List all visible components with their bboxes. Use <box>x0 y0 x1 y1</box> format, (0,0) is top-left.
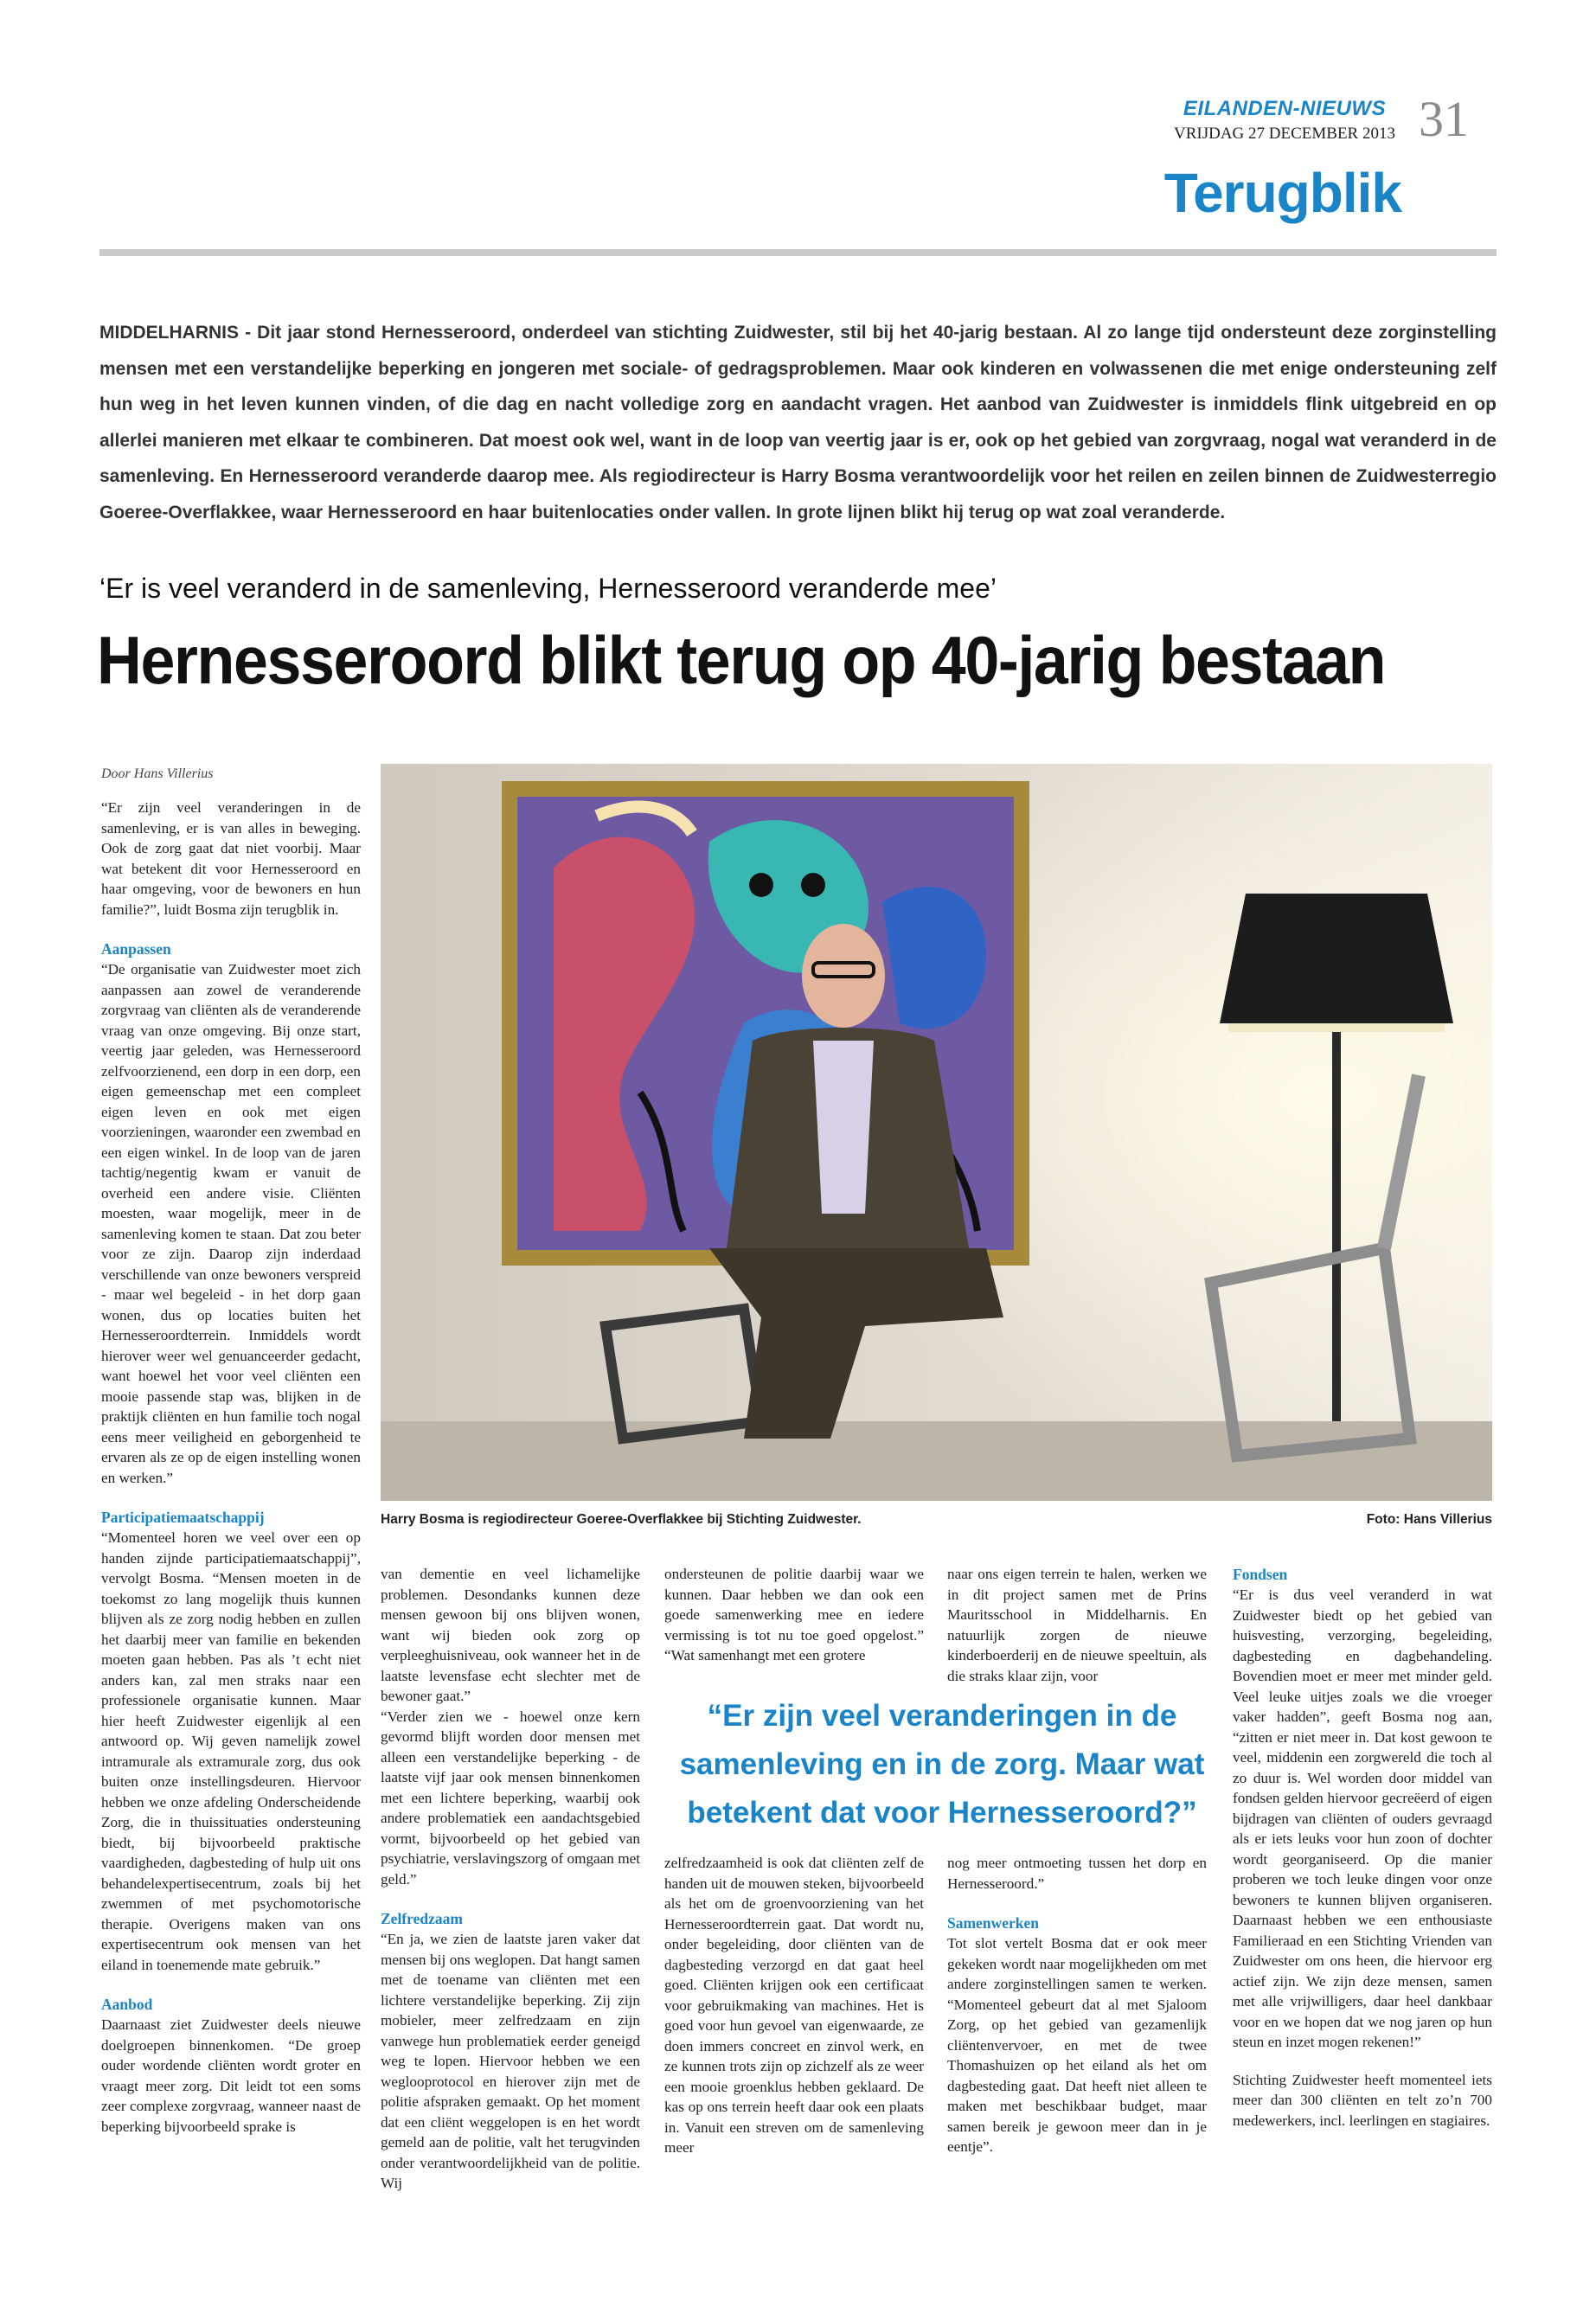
paragraph: “Momenteel horen we veel over een op handen zijnde participatiemaatschappij”, vervolgt Bosma. “Mensen moeten in de toekomst zo lang mogelijk thuis kunnen blijven als ze zorg nodig hebben en zullen het daarbij meer van familie en bekenden moeten gaan hebben. Pas als ’t echt niet anders kan, zal men straks naar een professionele organisatie kunnen. Maar hier heeft Zuidwester eigenlijk al een antwoord op. Wij geven namelijk zowel intramurale als extramurale zorg, dus ook buiten onze instellingsdeuren. Hiervoor hebben we onze afdeling Onderscheidende Zorg, die in thuissituaties ondersteuning biedt, bij bijvoorbeeld praktische vaardigheden, dagbesteding of hulp uit ons behandelexpertisecentrum, zoals bij het zwemmen of met psychomotorische therapie. Overigens maken van ons expertisecentrum ook mensen van het eiland in toenemende mate gebruik.” <box>101 1529 361 1973</box>
article-column-2 <box>381 1564 640 2194</box>
paper-logo: EILANDEN-NIEUWS <box>1183 97 1387 120</box>
subheading-aanpassen: Aanpassen <box>101 940 171 958</box>
page-number: 31 <box>1419 91 1469 147</box>
paragraph: “Er is dus veel veranderd in wat Zuidwester biedt op het gebied van huisvesting, verzorging, begeleiding, dagbesteding en dagbehandeling. Bovendien moet er meer met minder geld. Veel leuke uitjes zoals we die vroeger vaker hadden”, geeft Bosma nog aan, “zitten er niet meer in. Dat kost gewoon te veel, middenin een zorgwereld die toch al zo duur is. Wel worden door middel van fondsen gelden hiervoor gecreëerd of eigen bijdragen van cliënten of ouders gevraagd als er iets leuks voor hun zoon of dochter wordt georganiseerd. Op die manier proberen we toch leuke dingen voor onze bewoners te kunnen blijven organiseren. Daarnaast hebben we een enthousiaste Familieraad en een Stichting Vrienden van Zuidwester om ons heen, die hiervoor erg actief zijn. We zijn deze mensen, samen met alle vrijwilligers, daar heel dankbaar voor en we hopen dat we nog jaren op hun steun en inzet mogen rekenen!” <box>1233 1586 1492 2050</box>
paragraph: nog meer ontmoeting tussen het dorp en Hernesseroord.” <box>947 1855 1207 1892</box>
article-column-4-bottom <box>947 1853 1207 2157</box>
article-column-3-bottom <box>664 1853 924 2158</box>
paragraph: Stichting Zuidwester heeft momenteel iets meer dan 300 cliënten en telt zo’n 700 medewerkers, incl. leerlingen en stagiaires. <box>1233 2071 1492 2129</box>
photo-illustration <box>381 764 1492 1501</box>
pull-quote: “Er zijn veel veranderingen in de samenleving en in de zorg. Maar wat betekent dat voor Hernesseroord?” <box>679 1699 1205 1830</box>
paragraph: van dementie en veel lichamelijke problemen. Desondanks kunnen deze mensen gewoon bij ons blijven wonen, want wij bieden ook zorg op verpleeghuisniveau, ook wanneer het in de laatste levensfase echt slechter met de bewoner gaat.” <box>381 1566 640 1704</box>
byline: Door Hans Villerius <box>101 766 214 781</box>
header-rule <box>99 249 1497 256</box>
masthead <box>1163 97 1406 144</box>
photo-caption <box>381 1512 1492 1528</box>
subheading-participatiemaatschappij: Participatiemaatschappij <box>101 1509 265 1526</box>
intro-paragraph: MIDDELHARNIS - Dit jaar stond Hernesseroord, onderdeel van stichting Zuidwester, stil bij het 40-jarig bestaan. Al zo lange tijd ondersteunt deze zorginstelling mensen met een verstandelijke beperking en jongeren met sociale- of gedragsproblemen. Maar ook kinderen en volwassenen die met enige ondersteuning zelf hun weg in het leven kunnen vinden, of die dag en nacht volledige zorg en aandacht vragen. Het aanbod van Zuidwester is inmiddels flink uitgebreid en op allerlei manieren met elkaar te combineren. Dat moest ook wel, want in de loop van veertig jaar is er, ook op het gebied van zorgvraag, nogal wat veranderd in de samenleving. En Hernesseroord veranderde daarop mee. Als regiodirecteur is Harry Bosma verantwoordelijk voor het reilen en zeilen binnen de Zuidwesterregio Goeree-Overflakkee, waar Hernesseroord en haar buitenlocaties onder vallen. In grote lijnen blikt hij terug op wat zoal veranderde. <box>99 323 1497 522</box>
subheading-zelfredzaam: Zelfredzaam <box>381 1910 463 1927</box>
issue-date: VRIJDAG 27 DECEMBER 2013 <box>1174 125 1395 143</box>
paragraph: “Er zijn veel veranderingen in de samenleving, er is van alles in beweging. Ook de zorg gaat dat niet voorbij. Maar wat betekent dit voor Hernesseroord en haar omgeving, voor de bewoners en hun familie?”, luidt Bosma zijn terugblik in. <box>101 799 361 918</box>
paragraph: Daarnaast ziet Zuidwester deels nieuwe doelgroepen binnenkomen. “De groep ouder wordende cliënten wordt groter en vraagt meer zorg. Dit leidt tot een soms zeer complexe zorgvraag, wanneer naast de beperking bijvoorbeeld sprake is <box>101 2016 361 2135</box>
paragraph: zelfredzaamheid is ook dat cliënten zelf de handen uit de mouwen steken, bijvoorbeeld als het om de groenvoorziening van het Hernesseroordterrein gaat. Dat wordt nu, onder begeleiding, door cliënten van de dagbesteding verzorgd en dat gaat heel goed. Cliënten krijgen ook een certificaat voor gebruikmaking van machines. Het is goed voor hun gevoel van eigenwaarde, ze doen immers concreet en zinvol werk, en ze kunnen trots zijn op zichzelf als ze weer een mooie groenklus hebben geklaard. De kas op ons terrein heeft daar ook een plaats in. Vanuit een streven om de samenleving meer <box>664 1855 924 2156</box>
photo-credit: Foto: Hans Villerius <box>1366 1512 1492 1527</box>
paragraph: Tot slot vertelt Bosma dat er ook meer gekeken wordt naar mogelijkheden om met andere zorginstellingen samen te werken. “Momenteel gebeurt dat al met Sjaloom Zorg, op het gebied van gezamenlijk cliëntenvervoer, en met de twee Thomashuizen op het eiland als het om dagbesteding gaat. Dat heeft niet alleen te maken met beschikbaar budget, maar samen bereik je gewoon meer dan in je eentje”. <box>947 1935 1207 2155</box>
paragraph: “Verder zien we - hoewel onze kern gevormd blijft worden door mensen met alleen een verstandelijke beperking - de laatste vijf jaar ook mensen binnenkomen met een lichtere beperking, waarbij ook andere problematiek een aandachtsgebied vormt, bijvoorbeeld op het gebied van psychiatrie, verslavingszorg of omgaan met geld.” <box>381 1708 640 1888</box>
article-column-4-top <box>947 1564 1207 1686</box>
article-column-3-top <box>664 1564 924 1666</box>
subheading-fondsen: Fondsen <box>1233 1566 1288 1583</box>
article-column-1 <box>101 798 361 2137</box>
subheading-aanbod: Aanbod <box>101 1996 153 2013</box>
kicker-quote: ‘Er is veel veranderd in de samenleving, Hernesseroord veranderde mee’ <box>99 573 997 604</box>
caption-text: Harry Bosma is regiodirecteur Goeree-Overflakkee bij Stichting Zuidwester. <box>381 1512 862 1527</box>
paragraph: “De organisatie van Zuidwester moet zich aanpassen aan zowel de veranderende zorgvraag van cliënten als de veranderende vraag van onze omgeving. Bij onze start, veertig jaar geleden, was Hernesseroord zelfvoorzienend, een dorp in een dorp, een eigen gemeenschap met een compleet eigen leven en ook met eigen voorzieningen, waaronder een zwembad en een eigen winkel. In de loop van de jaren tachtig/negentig kwam er vanuit de overheid een andere visie. Cliënten moesten, waar mogelijk, meer in de samenleving komen te staan. Dat zou beter voor ze zijn. Daarop zijn inderdaad verschillende van onze bewoners verspreid - maar wel begeleid - in het dorp gaan wonen, dus op locaties buiten het Hernesseroordterrein. Inmiddels wordt hierover weer wel genuanceerder gedacht, want hoewel het voor veel cliënten een mooie passende stap was, blijken in de praktijk cliënten en hun familie toch nogal eens meer veiligheid en geborgenheid te ervaren als ze op de eigen instelling wonen en werken.” <box>101 961 361 1486</box>
paragraph: ondersteunen de politie daarbij waar we kunnen. Daar hebben we dan ook een goede samenwerking mee en iedere vermissing is tot nu toe goed opgelost.” “Wat samenhangt met een grotere <box>664 1566 924 1663</box>
subheading-samenwerken: Samenwerken <box>947 1914 1039 1932</box>
paragraph: naar ons eigen terrein te halen, werken we in dit project samen met de Prins Mauritsschool in Middelharnis. En natuurlijk zorgen de nieuwe kinderboerderij en de nieuwe speeltuin, als die straks klaar zijn, voor <box>947 1566 1207 1684</box>
paragraph: “En ja, we zien de laatste jaren vaker dat mensen bij ons weglopen. Dat hangt samen met de toename van cliënten met een lichtere verstandelijke beperking. Zij zijn mobieler, meer zelfredzaam en zijn vanwege hun problematiek eerder geneigd weg te lopen. Hiervoor hebben we een weglooprotocol en hierover zijn met de politie afspraken gemaakt. Op het moment dat een cliënt weggelopen is en het wordt gemeld aan de politie, valt het terugvinden onder verantwoordelijkheid van de politie. Wij <box>381 1931 640 2191</box>
portrait-photo <box>381 764 1492 1501</box>
article-column-5 <box>1233 1564 1492 2131</box>
section-title: Terugblik <box>1163 162 1401 224</box>
headline: Hernesseroord blikt terug op 40-jarig bestaan <box>97 622 1386 698</box>
